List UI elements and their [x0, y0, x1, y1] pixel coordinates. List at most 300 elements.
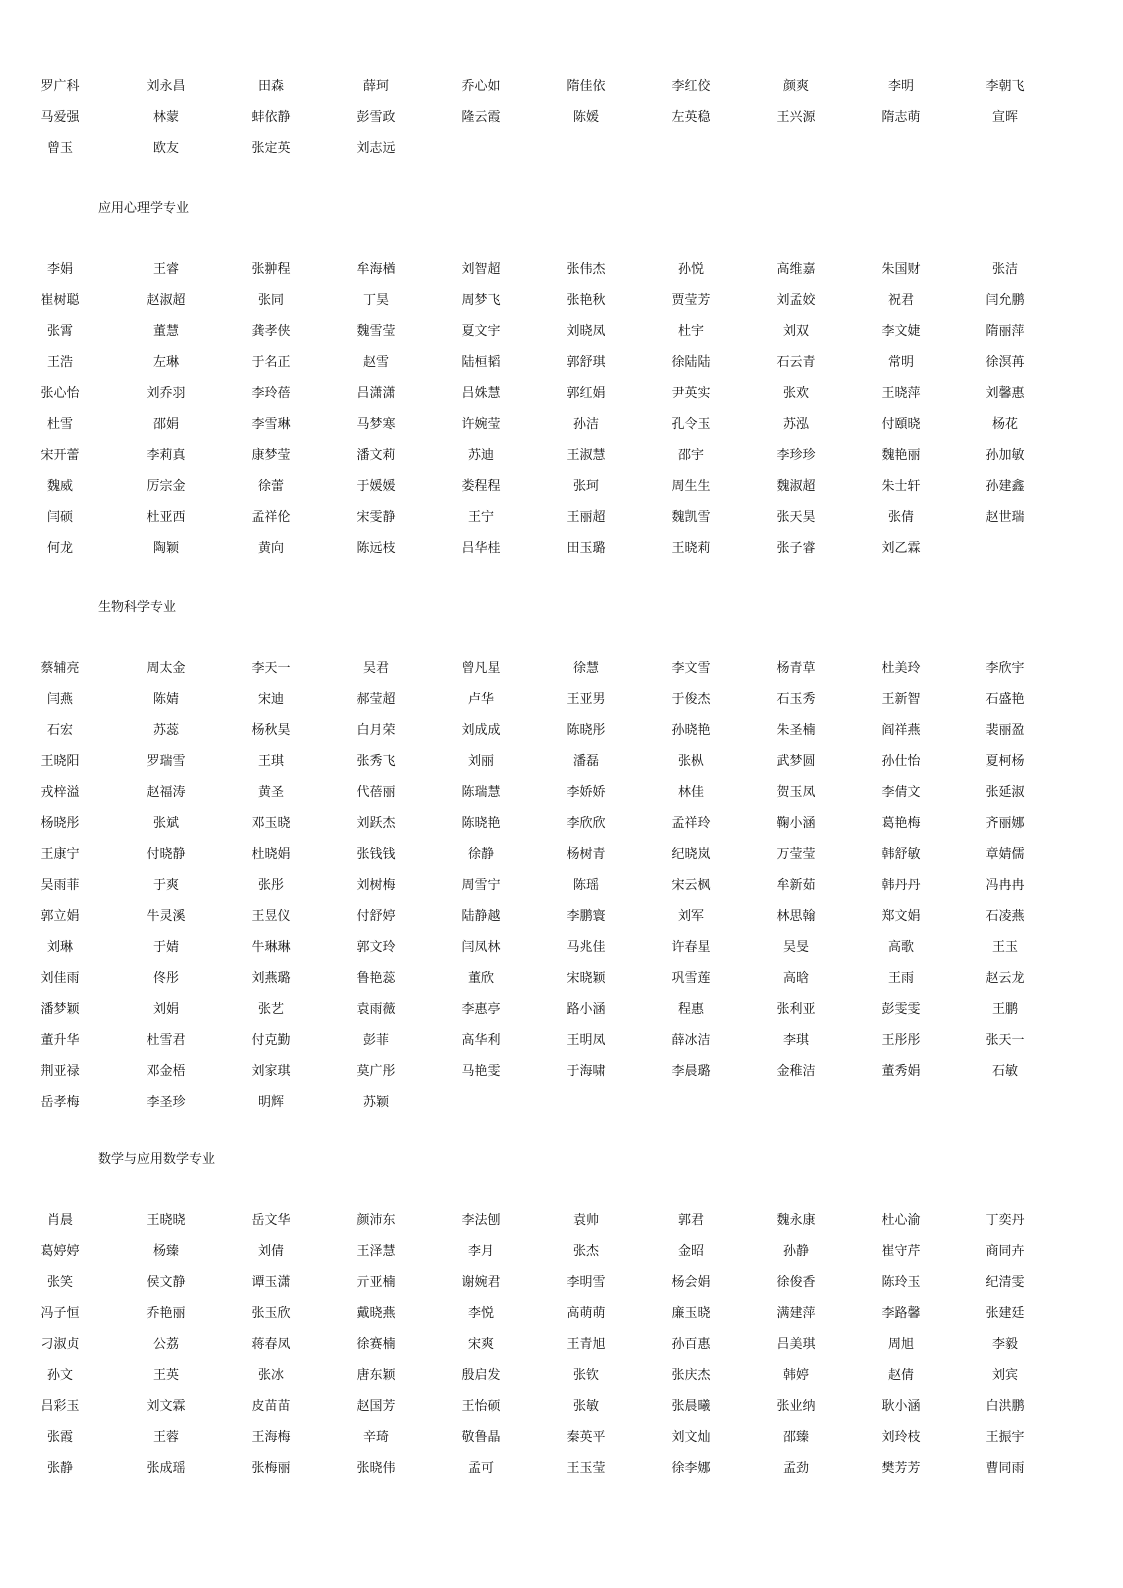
student-name: 章婧儒	[985, 847, 1025, 862]
student-name: 张杰	[572, 1244, 599, 1259]
student-name: 戎梓溢	[40, 785, 80, 800]
student-name: 隆云霞	[461, 110, 501, 125]
student-name: 贾莹芳	[671, 293, 711, 308]
student-name: 赵雪	[362, 355, 389, 370]
student-name: 石宏	[46, 723, 73, 738]
student-name: 张霄	[46, 324, 73, 339]
student-name: 闫硕	[46, 510, 73, 525]
student-name: 张建廷	[985, 1306, 1025, 1321]
student-name: 谭玉潇	[251, 1275, 291, 1290]
student-name: 徐赛楠	[356, 1337, 396, 1352]
name-row	[0, 1273, 1123, 1304]
student-name: 侯文静	[146, 1275, 186, 1290]
student-name: 魏淑超	[776, 479, 816, 494]
student-name: 郭文玲	[356, 940, 396, 955]
student-name: 袁帅	[572, 1213, 599, 1228]
student-name: 许春星	[671, 940, 711, 955]
student-name: 杨青草	[776, 661, 816, 676]
student-name: 崔树聪	[40, 293, 80, 308]
student-name: 李圣珍	[146, 1095, 186, 1110]
student-name: 宋云枫	[671, 878, 711, 893]
student-name: 高晗	[782, 971, 809, 986]
student-name: 郑文娟	[881, 909, 921, 924]
name-row	[0, 659, 1123, 690]
student-name: 张敏	[572, 1399, 599, 1414]
student-name: 何龙	[46, 541, 73, 556]
student-name: 刘跃杰	[356, 816, 396, 831]
name-row	[0, 77, 1123, 108]
student-name: 刘馨惠	[985, 386, 1025, 401]
name-row	[0, 907, 1123, 938]
student-name: 李欣宇	[985, 661, 1025, 676]
student-name: 郭立娟	[40, 909, 80, 924]
student-name: 张冰	[257, 1368, 284, 1383]
student-name: 张庆杰	[671, 1368, 711, 1383]
student-name: 王亚男	[566, 692, 606, 707]
student-name: 李文雪	[671, 661, 711, 676]
student-name: 白月荣	[356, 723, 396, 738]
student-name: 佟彤	[152, 971, 179, 986]
student-name: 孙加敏	[985, 448, 1025, 463]
student-name: 代蓓丽	[356, 785, 396, 800]
student-name: 张延淑	[985, 785, 1025, 800]
student-name: 李文婕	[881, 324, 921, 339]
student-name: 陈玲玉	[881, 1275, 921, 1290]
student-name: 刘双	[782, 324, 809, 339]
student-name: 周太金	[146, 661, 186, 676]
student-name: 王振宇	[985, 1430, 1025, 1445]
student-name: 李琪	[782, 1033, 809, 1048]
student-name: 邵娟	[152, 417, 179, 432]
student-name: 于媛媛	[356, 479, 396, 494]
student-name: 韩婷	[782, 1368, 809, 1383]
student-name: 王蓉	[152, 1430, 179, 1445]
student-name: 苏颖	[362, 1095, 389, 1110]
student-name: 张钦	[572, 1368, 599, 1383]
student-name: 王昱仪	[251, 909, 291, 924]
student-name: 白洪鹏	[985, 1399, 1025, 1414]
student-name: 林思翰	[776, 909, 816, 924]
student-name: 赵福涛	[146, 785, 186, 800]
student-name: 陈晓彤	[566, 723, 606, 738]
student-name: 吴雨菲	[40, 878, 80, 893]
student-name: 明辉	[257, 1095, 284, 1110]
student-name: 莫广彤	[356, 1064, 396, 1079]
student-name: 周梦飞	[461, 293, 501, 308]
name-row	[0, 1031, 1123, 1062]
student-name: 刘树梅	[356, 878, 396, 893]
student-name: 鲁艳蕊	[356, 971, 396, 986]
student-name: 郭红娟	[566, 386, 606, 401]
student-name: 徐李娜	[671, 1461, 711, 1476]
name-row	[0, 1397, 1123, 1428]
student-name: 张业纳	[776, 1399, 816, 1414]
student-name: 朱圣楠	[776, 723, 816, 738]
student-name: 李欣欣	[566, 816, 606, 831]
student-name: 隋佳依	[566, 79, 606, 94]
student-name: 张伟杰	[566, 262, 606, 277]
student-name: 张子睿	[776, 541, 816, 556]
student-name: 杨会娟	[671, 1275, 711, 1290]
name-row	[0, 721, 1123, 752]
student-name: 孟可	[467, 1461, 494, 1476]
student-name: 殷启发	[461, 1368, 501, 1383]
student-name: 孙仕怡	[881, 754, 921, 769]
student-name: 牟海楢	[356, 262, 396, 277]
student-name: 闫燕	[46, 692, 73, 707]
student-name: 乔心如	[461, 79, 501, 94]
name-row	[0, 384, 1123, 415]
student-name: 苏泓	[782, 417, 809, 432]
student-name: 高华利	[461, 1033, 501, 1048]
student-name: 孙百惠	[671, 1337, 711, 1352]
student-name: 吴君	[362, 661, 389, 676]
student-name: 敬鲁晶	[461, 1430, 501, 1445]
student-name: 杜心渝	[881, 1213, 921, 1228]
student-name: 王青旭	[566, 1337, 606, 1352]
student-name: 张彤	[257, 878, 284, 893]
name-row	[0, 1428, 1123, 1459]
student-name: 唐东颖	[356, 1368, 396, 1383]
student-name: 张玉欣	[251, 1306, 291, 1321]
student-name: 孔令玉	[671, 417, 711, 432]
student-name: 韩舒敏	[881, 847, 921, 862]
student-name: 王雨	[887, 971, 914, 986]
student-name: 李明	[887, 79, 914, 94]
student-name: 尹英实	[671, 386, 711, 401]
student-name: 吕彩玉	[40, 1399, 80, 1414]
student-name: 刘文灿	[671, 1430, 711, 1445]
name-row	[0, 539, 1123, 570]
name-row	[0, 477, 1123, 508]
student-name: 杜亚西	[146, 510, 186, 525]
student-name: 朱士轩	[881, 479, 921, 494]
student-name: 王琪	[257, 754, 284, 769]
student-name: 刁淑贞	[40, 1337, 80, 1352]
student-name: 厉宗金	[146, 479, 186, 494]
student-name: 曾凡星	[461, 661, 501, 676]
student-name: 张枞	[677, 754, 704, 769]
name-list	[0, 77, 1123, 170]
student-name: 徐俊香	[776, 1275, 816, 1290]
student-name: 陈晓艳	[461, 816, 501, 831]
student-name: 田森	[257, 79, 284, 94]
student-name: 薛冰洁	[671, 1033, 711, 1048]
student-name: 曹同雨	[985, 1461, 1025, 1476]
student-name: 罗广科	[40, 79, 80, 94]
student-name: 陈媛	[572, 110, 599, 125]
student-name: 刘倩	[257, 1244, 284, 1259]
student-name: 王泽慧	[356, 1244, 396, 1259]
student-name: 苏迪	[467, 448, 494, 463]
student-name: 鞠小涵	[776, 816, 816, 831]
student-name: 杜雪君	[146, 1033, 186, 1048]
name-row	[0, 108, 1123, 139]
student-name: 戴晓燕	[356, 1306, 396, 1321]
student-name: 高萌萌	[566, 1306, 606, 1321]
student-name: 彭雪政	[356, 110, 396, 125]
student-name: 徐静	[467, 847, 494, 862]
student-name: 宣晖	[991, 110, 1018, 125]
student-name: 孙文	[46, 1368, 73, 1383]
student-name: 周雪宁	[461, 878, 501, 893]
student-name: 牟新茹	[776, 878, 816, 893]
student-name: 于婧	[152, 940, 179, 955]
student-name: 张艳秋	[566, 293, 606, 308]
student-name: 吴旻	[782, 940, 809, 955]
student-name: 魏雪莹	[356, 324, 396, 339]
student-name: 左英稳	[671, 110, 711, 125]
student-name: 葛婷婷	[40, 1244, 80, 1259]
student-name: 荆亚禄	[40, 1064, 80, 1079]
student-name: 娄程程	[461, 479, 501, 494]
student-name: 刘家琪	[251, 1064, 291, 1079]
student-name: 谢婉君	[461, 1275, 501, 1290]
student-name: 杨花	[991, 417, 1018, 432]
student-name: 林蒙	[152, 110, 179, 125]
name-row	[0, 1062, 1123, 1093]
student-name: 隋丽萍	[985, 324, 1025, 339]
student-name: 蒋春凤	[251, 1337, 291, 1352]
student-name: 康梦莹	[251, 448, 291, 463]
student-name: 李法刨	[461, 1213, 501, 1228]
student-name: 于海啸	[566, 1064, 606, 1079]
student-name: 王鹏	[991, 1002, 1018, 1017]
student-name: 宋雯静	[356, 510, 396, 525]
student-name: 郝莹超	[356, 692, 396, 707]
name-row	[0, 415, 1123, 446]
name-row	[0, 1000, 1123, 1031]
student-name: 王晓莉	[671, 541, 711, 556]
student-name: 万莹莹	[776, 847, 816, 862]
student-name: 张翀程	[251, 262, 291, 277]
student-name: 陆桓韬	[461, 355, 501, 370]
student-name: 刘乔羽	[146, 386, 186, 401]
student-name: 刘成成	[461, 723, 501, 738]
student-name: 赵淑超	[146, 293, 186, 308]
name-row	[0, 1093, 1123, 1124]
student-name: 张斌	[152, 816, 179, 831]
student-name: 李娇娇	[566, 785, 606, 800]
student-name: 王晓晓	[146, 1213, 186, 1228]
student-name: 孙晓艳	[671, 723, 711, 738]
student-name: 乔艳丽	[146, 1306, 186, 1321]
student-name: 皮苗苗	[251, 1399, 291, 1414]
student-name: 付頤晓	[881, 417, 921, 432]
student-name: 刘孟姣	[776, 293, 816, 308]
student-name: 祝君	[887, 293, 914, 308]
student-name: 刘燕璐	[251, 971, 291, 986]
student-name: 亓亚楠	[356, 1275, 396, 1290]
student-name: 刘玲枝	[881, 1430, 921, 1445]
student-name: 马爱强	[40, 110, 80, 125]
student-name: 王宁	[467, 510, 494, 525]
student-name: 金稚洁	[776, 1064, 816, 1079]
student-name: 杨秋昊	[251, 723, 291, 738]
student-name: 王康宁	[40, 847, 80, 862]
student-name: 左琳	[152, 355, 179, 370]
student-name: 孟祥玲	[671, 816, 711, 831]
student-name: 刘乙霖	[881, 541, 921, 556]
student-name: 黄圣	[257, 785, 284, 800]
student-name: 石盛艳	[985, 692, 1025, 707]
student-name: 孙静	[782, 1244, 809, 1259]
student-name: 牛琳琳	[251, 940, 291, 955]
student-name: 潘磊	[572, 754, 599, 769]
student-name: 付克勤	[251, 1033, 291, 1048]
name-row	[0, 1211, 1123, 1242]
student-name: 石敏	[991, 1064, 1018, 1079]
name-row	[0, 1304, 1123, 1335]
student-name: 石玉秀	[776, 692, 816, 707]
student-name: 潘文莉	[356, 448, 396, 463]
student-name: 魏威	[46, 479, 73, 494]
student-name: 孟劲	[782, 1461, 809, 1476]
student-name: 王晓阳	[40, 754, 80, 769]
student-name: 赵云龙	[985, 971, 1025, 986]
student-name: 夏文宇	[461, 324, 501, 339]
student-name: 张成瑶	[146, 1461, 186, 1476]
student-name: 董欣	[467, 971, 494, 986]
student-name: 陈瑶	[572, 878, 599, 893]
student-name: 刘琳	[46, 940, 73, 955]
student-name: 张静	[46, 1461, 73, 1476]
student-name: 周生生	[671, 479, 711, 494]
student-name: 李月	[467, 1244, 494, 1259]
section-title: 数学与应用数学专业	[98, 1152, 216, 1167]
student-name: 张洁	[991, 262, 1018, 277]
student-name: 李倩文	[881, 785, 921, 800]
student-name: 耿小涵	[881, 1399, 921, 1414]
student-name: 徐陆陆	[671, 355, 711, 370]
name-row	[0, 1242, 1123, 1273]
student-name: 朱国财	[881, 262, 921, 277]
student-name: 杜宇	[677, 324, 704, 339]
student-name: 刘娟	[152, 1002, 179, 1017]
name-row	[0, 260, 1123, 291]
student-name: 田玉璐	[566, 541, 606, 556]
student-name: 马梦寒	[356, 417, 396, 432]
student-name: 陈婧	[152, 692, 179, 707]
name-row	[0, 690, 1123, 721]
student-name: 隋志萌	[881, 110, 921, 125]
student-name: 丁奕丹	[985, 1213, 1025, 1228]
student-name: 牛灵溪	[146, 909, 186, 924]
student-name: 冯子恒	[40, 1306, 80, 1321]
name-row	[0, 1335, 1123, 1366]
name-row	[0, 752, 1123, 783]
student-name: 颜沛东	[356, 1213, 396, 1228]
student-name: 陈瑞慧	[461, 785, 501, 800]
student-name: 彭菲	[362, 1033, 389, 1048]
student-name: 张利亚	[776, 1002, 816, 1017]
student-name: 李毅	[991, 1337, 1018, 1352]
section-title: 应用心理学专业	[98, 201, 190, 216]
name-row	[0, 814, 1123, 845]
student-name: 徐慧	[572, 661, 599, 676]
student-name: 石凌燕	[985, 909, 1025, 924]
student-name: 杜雪	[46, 417, 73, 432]
student-name: 王英	[152, 1368, 179, 1383]
student-name: 孟祥伦	[251, 510, 291, 525]
student-name: 刘志远	[356, 141, 396, 156]
student-name: 张天昊	[776, 510, 816, 525]
name-row	[0, 139, 1123, 170]
student-name: 陆静越	[461, 909, 501, 924]
student-name: 郭君	[677, 1213, 704, 1228]
student-name: 路小涵	[566, 1002, 606, 1017]
student-name: 张艺	[257, 1002, 284, 1017]
student-name: 岳孝梅	[40, 1095, 80, 1110]
student-name: 许婉莹	[461, 417, 501, 432]
student-name: 赵世瑞	[985, 510, 1025, 525]
student-name: 刘永昌	[146, 79, 186, 94]
student-name: 吕姝慧	[461, 386, 501, 401]
student-name: 葛艳梅	[881, 816, 921, 831]
student-name: 高维嘉	[776, 262, 816, 277]
student-name: 李莉真	[146, 448, 186, 463]
student-name: 张天一	[985, 1033, 1025, 1048]
student-name: 李惠亭	[461, 1002, 501, 1017]
name-row	[0, 508, 1123, 539]
student-name: 杨树青	[566, 847, 606, 862]
student-name: 杨晓彤	[40, 816, 80, 831]
student-name: 王浩	[46, 355, 73, 370]
student-name: 吕潇潇	[356, 386, 396, 401]
student-name: 林佳	[677, 785, 704, 800]
student-name: 徐蕾	[257, 479, 284, 494]
student-name: 郭舒琪	[566, 355, 606, 370]
student-name: 李悦	[467, 1306, 494, 1321]
student-name: 魏艳丽	[881, 448, 921, 463]
student-name: 董升华	[40, 1033, 80, 1048]
name-row	[0, 969, 1123, 1000]
name-row	[0, 1459, 1123, 1490]
student-name: 程惠	[677, 1002, 704, 1017]
student-name: 欧友	[152, 141, 179, 156]
student-name: 袁雨薇	[356, 1002, 396, 1017]
student-name: 张晨曦	[671, 1399, 711, 1414]
student-name: 杜美玲	[881, 661, 921, 676]
student-name: 王新智	[881, 692, 921, 707]
student-name: 李晨璐	[671, 1064, 711, 1079]
name-row	[0, 353, 1123, 384]
student-name: 周旭	[887, 1337, 914, 1352]
student-name: 邓玉晓	[251, 816, 291, 831]
name-row	[0, 291, 1123, 322]
name-row	[0, 446, 1123, 477]
student-name: 王晓萍	[881, 386, 921, 401]
student-name: 刘智超	[461, 262, 501, 277]
student-name: 黄向	[257, 541, 284, 556]
student-name: 李鹏寰	[566, 909, 606, 924]
student-name: 石云青	[776, 355, 816, 370]
student-name: 吕美琪	[776, 1337, 816, 1352]
student-name: 张倩	[887, 510, 914, 525]
student-name: 公荔	[152, 1337, 179, 1352]
student-name: 孙悦	[677, 262, 704, 277]
student-name: 张心怡	[40, 386, 80, 401]
student-name: 王怡硕	[461, 1399, 501, 1414]
student-name: 魏永康	[776, 1213, 816, 1228]
student-name: 罗瑞雪	[146, 754, 186, 769]
student-name: 陈远枝	[356, 541, 396, 556]
student-name: 曾玉	[46, 141, 73, 156]
student-name: 马兆佳	[566, 940, 606, 955]
student-name: 颜爽	[782, 79, 809, 94]
student-name: 王丽超	[566, 510, 606, 525]
student-name: 孙洁	[572, 417, 599, 432]
